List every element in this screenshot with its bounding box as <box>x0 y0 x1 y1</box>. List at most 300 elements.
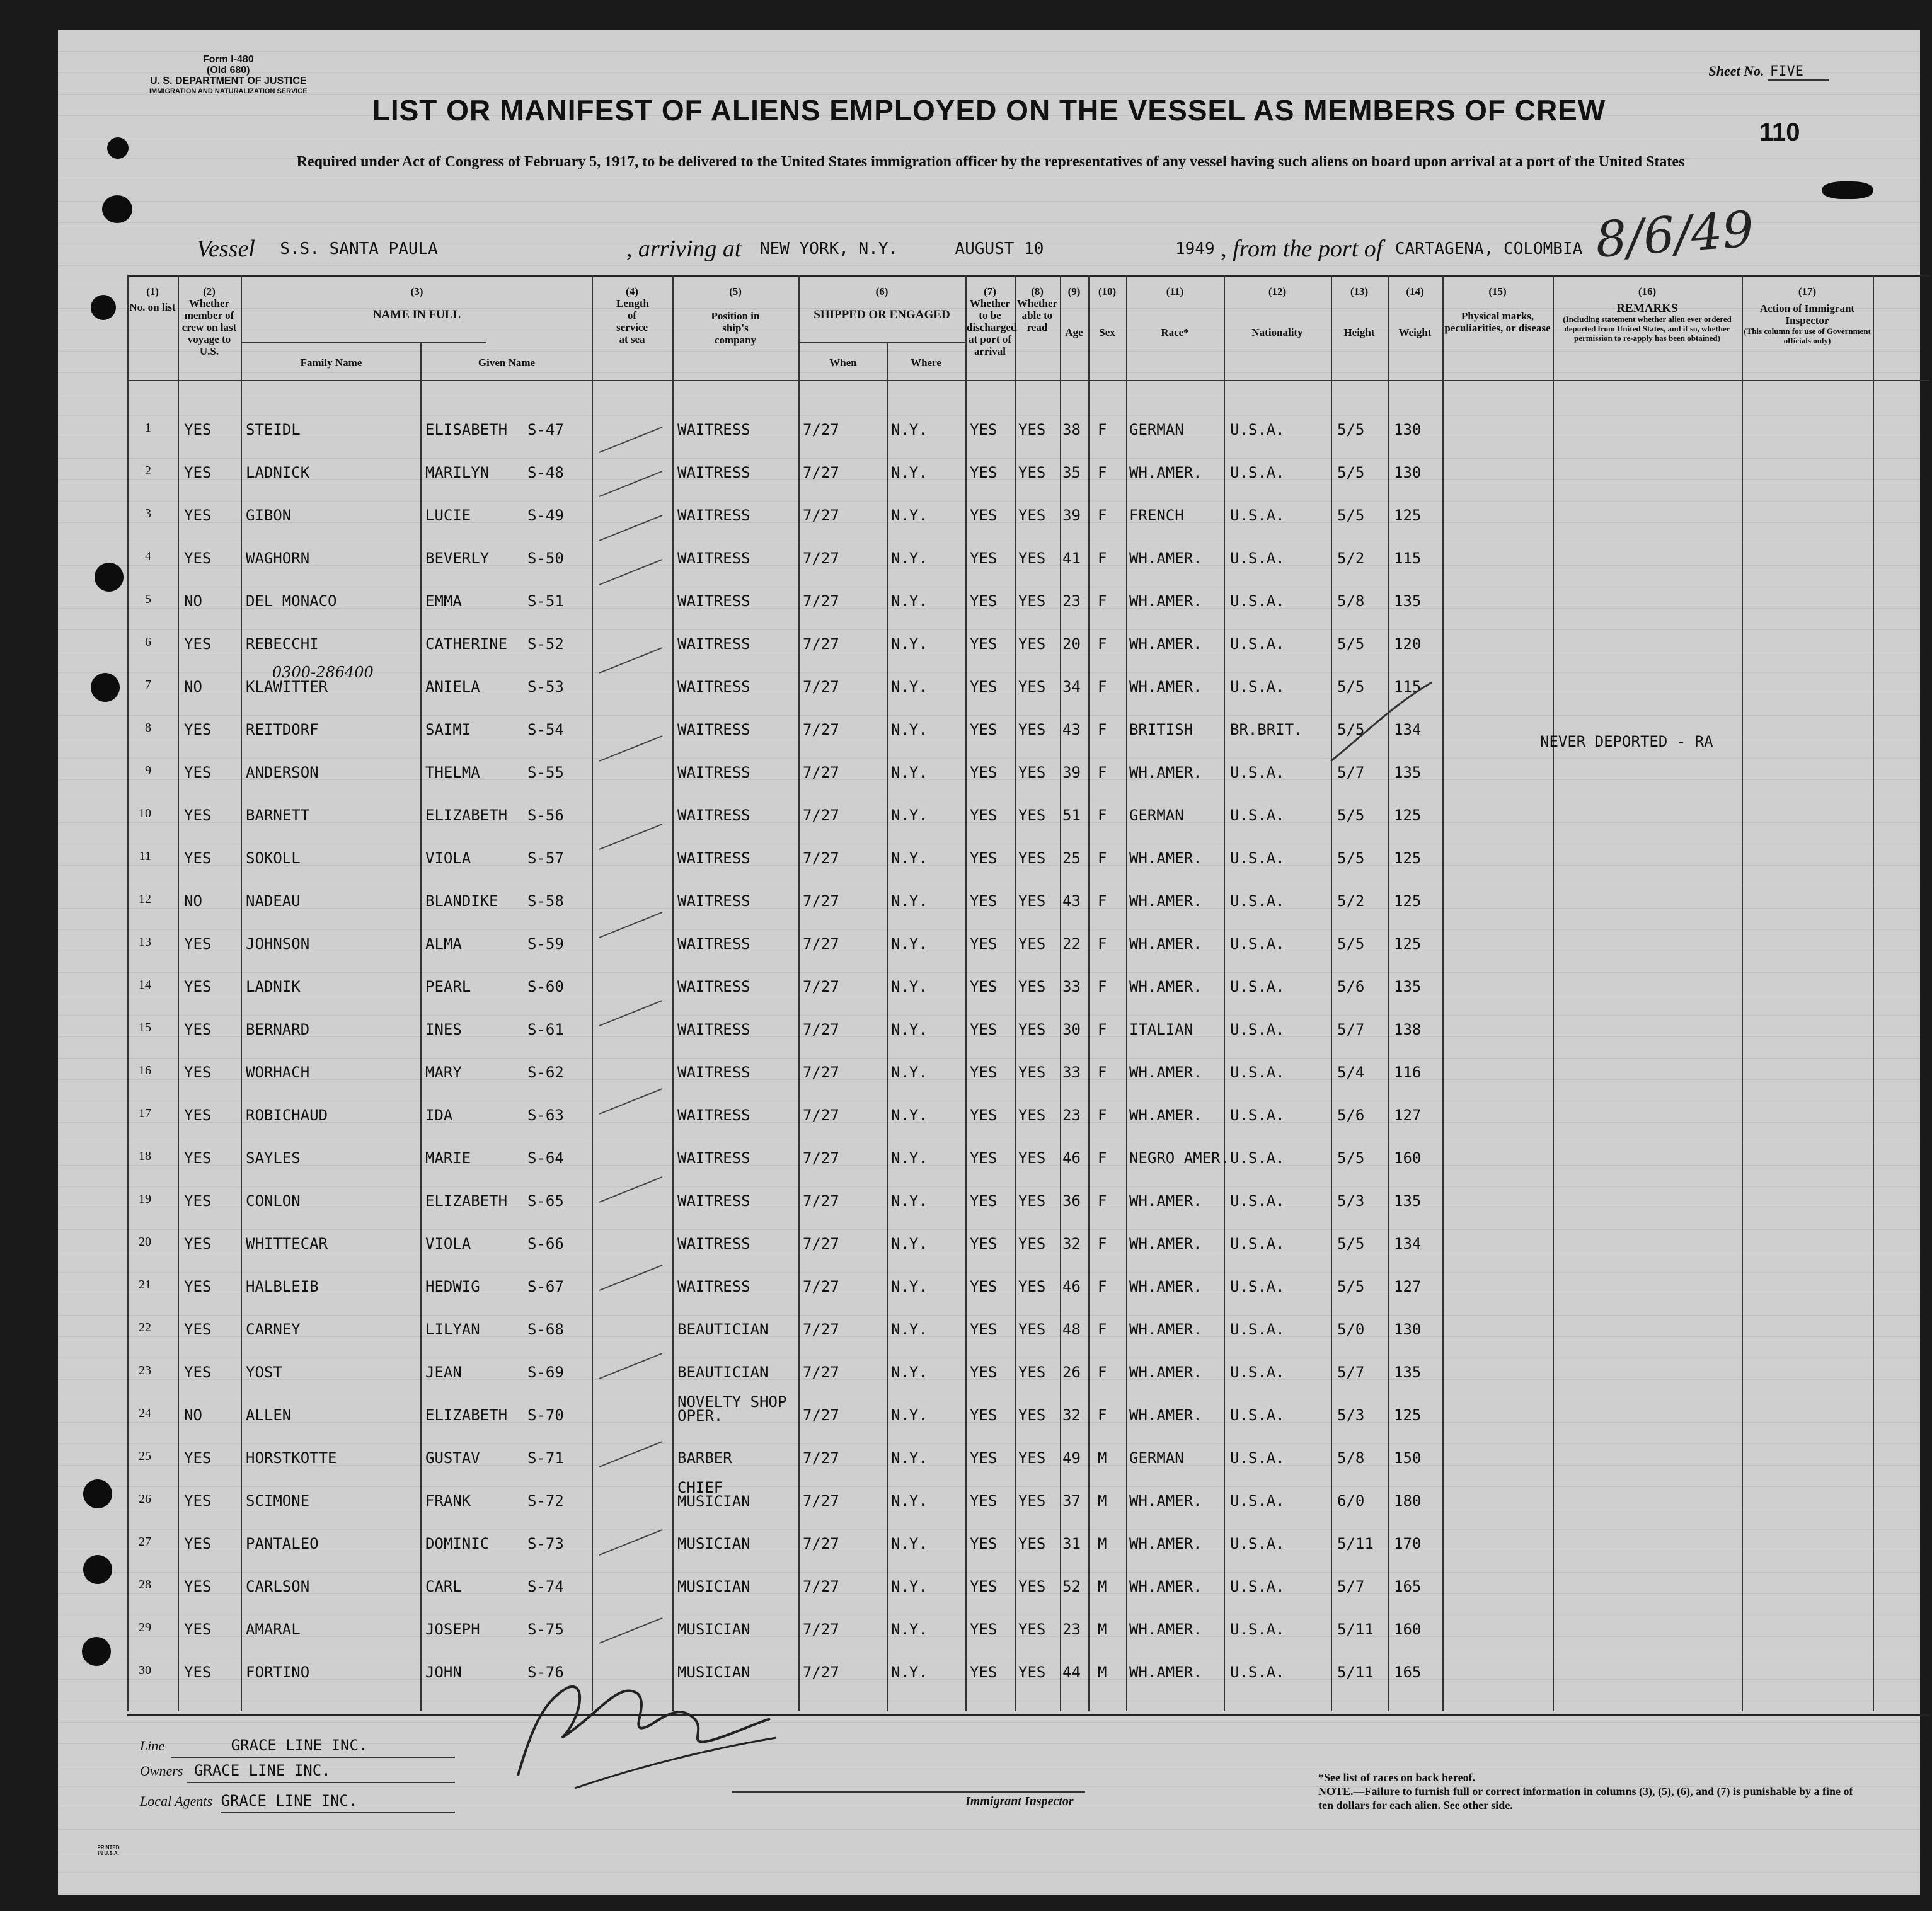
col-number: (9) <box>1067 285 1081 297</box>
inspector-rule <box>732 1791 1085 1793</box>
crew-id-cell: S-54 <box>527 721 564 738</box>
height-cell: 5/6 <box>1337 1106 1365 1124</box>
age-cell: 36 <box>1062 1192 1081 1210</box>
crew-id-cell: S-67 <box>527 1278 564 1295</box>
ditto-mark <box>599 648 662 673</box>
punch-hole <box>102 195 132 223</box>
weight-cell: 135 <box>1394 1192 1422 1210</box>
nationality-cell: U.S.A. <box>1230 1192 1285 1210</box>
nationality-cell: U.S.A. <box>1230 978 1285 996</box>
discharged-cell: YES <box>970 1321 998 1338</box>
height-cell: 5/11 <box>1337 1621 1374 1638</box>
row-number: 14 <box>139 978 151 992</box>
weight-cell: 120 <box>1394 635 1422 653</box>
able-to-read-cell: YES <box>1018 549 1046 567</box>
position-cell: WAITRESS <box>677 1235 750 1253</box>
ditto-mark <box>599 1442 662 1467</box>
table-row <box>58 1064 1920 1089</box>
able-to-read-cell: YES <box>1018 507 1046 524</box>
sex-cell: F <box>1098 1192 1107 1210</box>
table-row <box>58 464 1920 489</box>
nationality-cell: U.S.A. <box>1230 1021 1285 1038</box>
last-voyage-cell: YES <box>184 1578 212 1595</box>
nationality-cell: U.S.A. <box>1230 1149 1285 1167</box>
discharged-cell: YES <box>970 1021 998 1038</box>
last-voyage-cell: NO <box>184 678 202 696</box>
position-cell: BEAUTICIAN <box>677 1363 769 1381</box>
position-cell: WAITRESS <box>677 806 750 824</box>
family-name-cell: NADEAU <box>246 892 301 910</box>
col-title: Nationality <box>1251 326 1303 338</box>
header-subdivider <box>241 342 486 343</box>
col-title: Sex <box>1099 326 1115 338</box>
shipped-where-cell: N.Y. <box>891 1406 928 1424</box>
shipped-when-cell: 7/27 <box>803 507 839 524</box>
shipped-where-cell: N.Y. <box>891 1663 928 1681</box>
footer-owners-label: Owners <box>140 1763 183 1779</box>
position-cell: BEAUTICIAN <box>677 1321 769 1338</box>
able-to-read-cell: YES <box>1018 1449 1046 1467</box>
crew-id-cell: S-47 <box>527 421 564 439</box>
sex-cell: M <box>1098 1535 1107 1552</box>
age-cell: 34 <box>1062 678 1081 696</box>
position-cell: MUSICIAN <box>677 1621 750 1638</box>
shipped-where-cell: N.Y. <box>891 1621 928 1638</box>
row-number: 4 <box>145 549 151 563</box>
position-cell: WAITRESS <box>677 1106 750 1124</box>
given-name-cell: ALMA <box>425 935 462 953</box>
able-to-read-cell: YES <box>1018 1492 1046 1510</box>
family-name-cell: WORHACH <box>246 1064 310 1081</box>
position-cell: WAITRESS <box>677 592 750 610</box>
height-cell: 5/5 <box>1337 507 1365 524</box>
position-cell: WAITRESS <box>677 678 750 696</box>
col-subtitle: (Including statement whether alien ever ordered deported from United States, and if so, whether permission to re-apply has been obtained) <box>1563 314 1732 343</box>
position-cell: MUSICIAN <box>677 1578 750 1595</box>
sex-cell: F <box>1098 1149 1107 1167</box>
handwritten-number: 0300-286400 <box>272 663 374 681</box>
sheet-number-value: FIVE <box>1768 64 1829 81</box>
able-to-read-cell: YES <box>1018 721 1046 738</box>
race-cell: WH.AMER. <box>1129 1321 1202 1338</box>
given-name-cell: ELIZABETH <box>425 1406 508 1424</box>
table-row <box>58 764 1920 789</box>
given-name-cell: THELMA <box>425 764 480 781</box>
age-cell: 37 <box>1062 1492 1081 1510</box>
ditto-mark <box>599 824 662 849</box>
col-number: (11) <box>1166 285 1184 297</box>
age-cell: 20 <box>1062 635 1081 653</box>
family-name-cell: HORSTKOTTE <box>246 1449 337 1467</box>
ink-blot <box>1822 181 1873 199</box>
nationality-cell: U.S.A. <box>1230 464 1285 481</box>
height-cell: 5/5 <box>1337 464 1365 481</box>
given-name-cell: VIOLA <box>425 849 471 867</box>
shipped-when-cell: 7/27 <box>803 635 839 653</box>
sex-cell: F <box>1098 1406 1107 1424</box>
age-cell: 44 <box>1062 1663 1081 1681</box>
last-voyage-cell: YES <box>184 421 212 439</box>
position-cell: WAITRESS <box>677 549 750 567</box>
shipped-when-cell: 7/27 <box>803 678 839 696</box>
age-cell: 30 <box>1062 1021 1081 1038</box>
race-cell: FRENCH <box>1129 507 1184 524</box>
age-cell: 23 <box>1062 1106 1081 1124</box>
position-cell: WAITRESS <box>677 507 750 524</box>
shipped-where-cell: N.Y. <box>891 806 928 824</box>
last-voyage-cell: YES <box>184 1149 212 1167</box>
col-title: Length of service at sea <box>616 297 649 345</box>
row-number: 20 <box>139 1235 151 1249</box>
family-name-cell: YOST <box>246 1363 282 1381</box>
given-name-cell: DOMINIC <box>425 1535 490 1552</box>
ditto-mark <box>599 1353 662 1379</box>
crew-id-cell: S-49 <box>527 507 564 524</box>
ditto-mark <box>599 1177 662 1202</box>
shipped-when-cell: 7/27 <box>803 1064 839 1081</box>
nationality-cell: U.S.A. <box>1230 1106 1285 1124</box>
discharged-cell: YES <box>970 1663 998 1681</box>
nationality-cell: U.S.A. <box>1230 1321 1285 1338</box>
col-title: NAME IN FULL <box>372 308 461 321</box>
form-old-number: (Old 680) <box>207 65 250 76</box>
sex-cell: F <box>1098 978 1107 996</box>
col-title: Whether to be discharged at port of arrival <box>967 297 1017 357</box>
footer-line-value: GRACE LINE INC. <box>231 1736 368 1754</box>
footer-agents-label: Local Agents <box>140 1793 213 1809</box>
family-name-cell: WAGHORN <box>246 549 310 567</box>
table-row <box>58 592 1920 617</box>
col-number: (1) <box>146 285 159 297</box>
ditto-mark <box>599 1530 662 1555</box>
able-to-read-cell: YES <box>1018 635 1046 653</box>
discharged-cell: YES <box>970 1492 998 1510</box>
ditto-mark <box>599 560 662 585</box>
position-cell: WAITRESS <box>677 764 750 781</box>
given-name-cell: HEDWIG <box>425 1278 480 1295</box>
discharged-cell: YES <box>970 464 998 481</box>
weight-cell: 115 <box>1394 549 1422 567</box>
crew-id-cell: S-73 <box>527 1535 564 1552</box>
height-cell: 5/3 <box>1337 1192 1365 1210</box>
crew-id-cell: S-56 <box>527 806 564 824</box>
height-cell: 5/7 <box>1337 1021 1365 1038</box>
shipped-when-cell: 7/27 <box>803 1535 839 1552</box>
height-cell: 5/8 <box>1337 592 1365 610</box>
weight-cell: 130 <box>1394 464 1422 481</box>
table-row <box>58 1235 1920 1260</box>
nationality-cell: U.S.A. <box>1230 849 1285 867</box>
discharged-cell: YES <box>970 978 998 996</box>
weight-cell: 125 <box>1394 935 1422 953</box>
age-cell: 39 <box>1062 507 1081 524</box>
header-subdivider <box>798 342 965 343</box>
height-cell: 5/3 <box>1337 1406 1365 1424</box>
ditto-mark <box>599 912 662 938</box>
family-name-cell: SOKOLL <box>246 849 301 867</box>
ditto-mark <box>599 736 662 761</box>
family-name-cell: REITDORF <box>246 721 319 738</box>
height-cell: 5/4 <box>1337 1064 1365 1081</box>
nationality-cell: U.S.A. <box>1230 935 1285 953</box>
row-number: 29 <box>139 1621 151 1634</box>
last-voyage-cell: YES <box>184 1064 212 1081</box>
row-number: 9 <box>145 764 151 778</box>
able-to-read-cell: YES <box>1018 806 1046 824</box>
age-cell: 52 <box>1062 1578 1081 1595</box>
table-row <box>58 507 1920 532</box>
shipped-where-cell: N.Y. <box>891 1149 928 1167</box>
col-number: (13) <box>1350 285 1369 297</box>
crew-id-cell: S-52 <box>527 635 564 653</box>
row-number: 7 <box>145 678 151 692</box>
given-name-cell: INES <box>425 1021 462 1038</box>
shipped-when-cell: 7/27 <box>803 1363 839 1381</box>
page-number: 110 <box>1759 118 1800 146</box>
last-voyage-cell: YES <box>184 1321 212 1338</box>
family-name-cell: LADNICK <box>246 464 310 481</box>
remark-never-deported: NEVER DEPORTED - RA <box>1540 733 1713 750</box>
age-cell: 32 <box>1062 1235 1081 1253</box>
sex-cell: F <box>1098 764 1107 781</box>
shipped-where-cell: N.Y. <box>891 892 928 910</box>
shipped-where-cell: N.Y. <box>891 764 928 781</box>
discharged-cell: YES <box>970 1363 998 1381</box>
able-to-read-cell: YES <box>1018 1621 1046 1638</box>
race-cell: WH.AMER. <box>1129 1235 1202 1253</box>
weight-cell: 165 <box>1394 1578 1422 1595</box>
height-cell: 5/7 <box>1337 1363 1365 1381</box>
nationality-cell: U.S.A. <box>1230 1663 1285 1681</box>
col-title: No. on list <box>129 301 176 313</box>
able-to-read-cell: YES <box>1018 1663 1046 1681</box>
last-voyage-cell: YES <box>184 635 212 653</box>
family-name-cell: BARNETT <box>246 806 310 824</box>
race-cell: WH.AMER. <box>1129 464 1202 481</box>
given-name-cell: CATHERINE <box>425 635 508 653</box>
from-port: CARTAGENA, COLOMBIA <box>1394 239 1583 258</box>
family-name-cell: CARNEY <box>246 1321 301 1338</box>
weight-cell: 170 <box>1394 1535 1422 1552</box>
arriving-port: NEW YORK, N.Y. <box>760 239 899 258</box>
shipped-where-cell: N.Y. <box>891 1235 928 1253</box>
discharged-cell: YES <box>970 1149 998 1167</box>
given-name-cell: BEVERLY <box>425 549 490 567</box>
nationality-check-stroke <box>1325 679 1438 767</box>
weight-cell: 135 <box>1394 1363 1422 1381</box>
last-voyage-cell: YES <box>184 1663 212 1681</box>
race-cell: GERMAN <box>1129 1449 1184 1467</box>
able-to-read-cell: YES <box>1018 1406 1046 1424</box>
shipped-where-cell: N.Y. <box>891 849 928 867</box>
shipped-when-cell: 7/27 <box>803 806 839 824</box>
discharged-cell: YES <box>970 507 998 524</box>
last-voyage-cell: NO <box>184 892 202 910</box>
crew-id-cell: S-75 <box>527 1621 564 1638</box>
able-to-read-cell: YES <box>1018 935 1046 953</box>
col-header-discharged <box>967 285 1017 357</box>
discharged-cell: YES <box>970 1621 998 1638</box>
family-name-cell: ANDERSON <box>246 764 319 781</box>
able-to-read-cell: YES <box>1018 1021 1046 1038</box>
requirement-text: Required under Act of Congress of February 5, 1917, to be delivered to the United States immigration officer by the representatives of any vessel having such aliens on board upon arrival at a port of the United States <box>296 154 1685 170</box>
footer-owners-field <box>140 1762 331 1779</box>
given-name-cell: ELIZABETH <box>425 806 508 824</box>
ditto-mark <box>599 1618 662 1643</box>
last-voyage-cell: YES <box>184 1278 212 1295</box>
row-number: 21 <box>139 1278 151 1292</box>
height-cell: 5/5 <box>1337 721 1365 738</box>
table-row <box>58 1479 1920 1517</box>
col-number: (3) <box>410 285 423 297</box>
shipped-when-cell: 7/27 <box>803 849 839 867</box>
shipped-when-cell: 7/27 <box>803 892 839 910</box>
family-name-cell: HALBLEIB <box>246 1278 319 1295</box>
nationality-cell: U.S.A. <box>1230 1621 1285 1638</box>
discharged-cell: YES <box>970 1064 998 1081</box>
crew-id-cell: S-53 <box>527 678 564 696</box>
family-name-cell: FORTINO <box>246 1663 310 1681</box>
position-cell: CHIEF MUSICIAN <box>677 1479 750 1510</box>
sex-cell: F <box>1098 549 1107 567</box>
sex-cell: F <box>1098 592 1107 610</box>
age-cell: 48 <box>1062 1321 1081 1338</box>
row-number: 18 <box>139 1149 151 1163</box>
table-row <box>58 892 1920 917</box>
footer-line-field <box>140 1736 367 1754</box>
given-name-cell: PEARL <box>425 978 471 996</box>
crew-id-cell: S-65 <box>527 1192 564 1210</box>
age-cell: 41 <box>1062 549 1081 567</box>
crew-id-cell: S-48 <box>527 464 564 481</box>
row-number: 3 <box>145 507 151 520</box>
position-cell: MUSICIAN <box>677 1535 750 1552</box>
race-cell: WH.AMER. <box>1129 764 1202 781</box>
sex-cell: F <box>1098 892 1107 910</box>
able-to-read-cell: YES <box>1018 1535 1046 1552</box>
last-voyage-cell: YES <box>184 1449 212 1467</box>
row-number: 8 <box>145 721 151 735</box>
sheet-number <box>1709 63 1829 79</box>
weight-cell: 127 <box>1394 1106 1422 1124</box>
given-name-cell: MARIE <box>425 1149 471 1167</box>
last-voyage-cell: NO <box>184 1406 202 1424</box>
shipped-where-cell: N.Y. <box>891 721 928 738</box>
discharged-cell: YES <box>970 592 998 610</box>
discharged-cell: YES <box>970 1106 998 1124</box>
race-cell: WH.AMER. <box>1129 1106 1202 1124</box>
last-voyage-cell: YES <box>184 978 212 996</box>
row-number: 19 <box>139 1192 151 1206</box>
sex-cell: F <box>1098 1021 1107 1038</box>
table-row <box>58 1106 1920 1132</box>
given-name-cell: JOHN <box>425 1663 462 1681</box>
sex-cell: F <box>1098 464 1107 481</box>
family-name-cell: JOHNSON <box>246 935 310 953</box>
able-to-read-cell: YES <box>1018 1578 1046 1595</box>
age-cell: 46 <box>1062 1278 1081 1295</box>
table-row <box>58 1393 1920 1432</box>
table-row <box>58 978 1920 1003</box>
shipped-where-cell: N.Y. <box>891 592 928 610</box>
able-to-read-cell: YES <box>1018 1064 1046 1081</box>
family-name-cell: ROBICHAUD <box>246 1106 328 1124</box>
col-header-action <box>1743 285 1872 345</box>
form-service: IMMIGRATION AND NATURALIZATION SERVICE <box>149 88 308 95</box>
race-cell: WH.AMER. <box>1129 635 1202 653</box>
footer-rule <box>187 1782 455 1783</box>
col-header-nationality <box>1225 285 1330 338</box>
footer-agents-field <box>140 1792 357 1810</box>
race-cell: BRITISH <box>1129 721 1193 738</box>
height-cell: 5/8 <box>1337 1449 1365 1467</box>
crew-id-cell: S-55 <box>527 764 564 781</box>
row-number: 30 <box>139 1663 151 1677</box>
fine-note: NOTE.—Failure to furnish full or correct information in columns (3), (5), (6), and (7) is punishable by a fine of ten dollars for each alien. See other side. <box>1318 1785 1853 1811</box>
col-header-remarks <box>1554 285 1740 343</box>
race-cell: WH.AMER. <box>1129 978 1202 996</box>
family-name-cell: KLAWITTER <box>246 678 328 696</box>
shipped-where-cell: N.Y. <box>891 1449 928 1467</box>
age-cell: 33 <box>1062 978 1081 996</box>
shipped-when-cell: 7/27 <box>803 1663 839 1681</box>
weight-cell: 134 <box>1394 1235 1422 1253</box>
table-row <box>58 849 1920 875</box>
position-cell: WAITRESS <box>677 421 750 439</box>
sex-cell: F <box>1098 806 1107 824</box>
family-name-cell: AMARAL <box>246 1621 301 1638</box>
given-name-cell: ANIELA <box>425 678 480 696</box>
shipped-where-cell: N.Y. <box>891 635 928 653</box>
last-voyage-cell: YES <box>184 507 212 524</box>
crew-id-cell: S-63 <box>527 1106 564 1124</box>
height-cell: 5/5 <box>1337 421 1365 439</box>
col-title: REMARKS <box>1616 302 1678 315</box>
last-voyage-cell: YES <box>184 1192 212 1210</box>
nationality-cell: U.S.A. <box>1230 1278 1285 1295</box>
col-header-family-name: Family Name <box>300 357 362 369</box>
table-row <box>58 678 1920 703</box>
shipped-when-cell: 7/27 <box>803 1278 839 1295</box>
race-cell: WH.AMER. <box>1129 1492 1202 1510</box>
weight-cell: 165 <box>1394 1663 1422 1681</box>
race-cell: WH.AMER. <box>1129 1663 1202 1681</box>
shipped-where-cell: N.Y. <box>891 1064 928 1081</box>
discharged-cell: YES <box>970 806 998 824</box>
discharged-cell: YES <box>970 1278 998 1295</box>
weight-cell: 125 <box>1394 806 1422 824</box>
last-voyage-cell: YES <box>184 764 212 781</box>
position-cell: WAITRESS <box>677 1064 750 1081</box>
crew-id-cell: S-64 <box>527 1149 564 1167</box>
shipped-where-cell: N.Y. <box>891 678 928 696</box>
footer-agents-value: GRACE LINE INC. <box>221 1792 358 1810</box>
row-number: 17 <box>139 1106 151 1120</box>
table-row <box>58 549 1920 575</box>
position-cell: WAITRESS <box>677 1278 750 1295</box>
given-name-cell: IDA <box>425 1106 453 1124</box>
discharged-cell: YES <box>970 421 998 439</box>
sex-cell: M <box>1098 1492 1107 1510</box>
shipped-where-cell: N.Y. <box>891 1492 928 1510</box>
discharged-cell: YES <box>970 549 998 567</box>
table-row <box>58 1621 1920 1646</box>
shipped-where-cell: N.Y. <box>891 1106 928 1124</box>
shipped-when-cell: 7/27 <box>803 592 839 610</box>
crew-id-cell: S-69 <box>527 1363 564 1381</box>
ditto-mark <box>599 1089 662 1114</box>
nationality-cell: U.S.A. <box>1230 1235 1285 1253</box>
